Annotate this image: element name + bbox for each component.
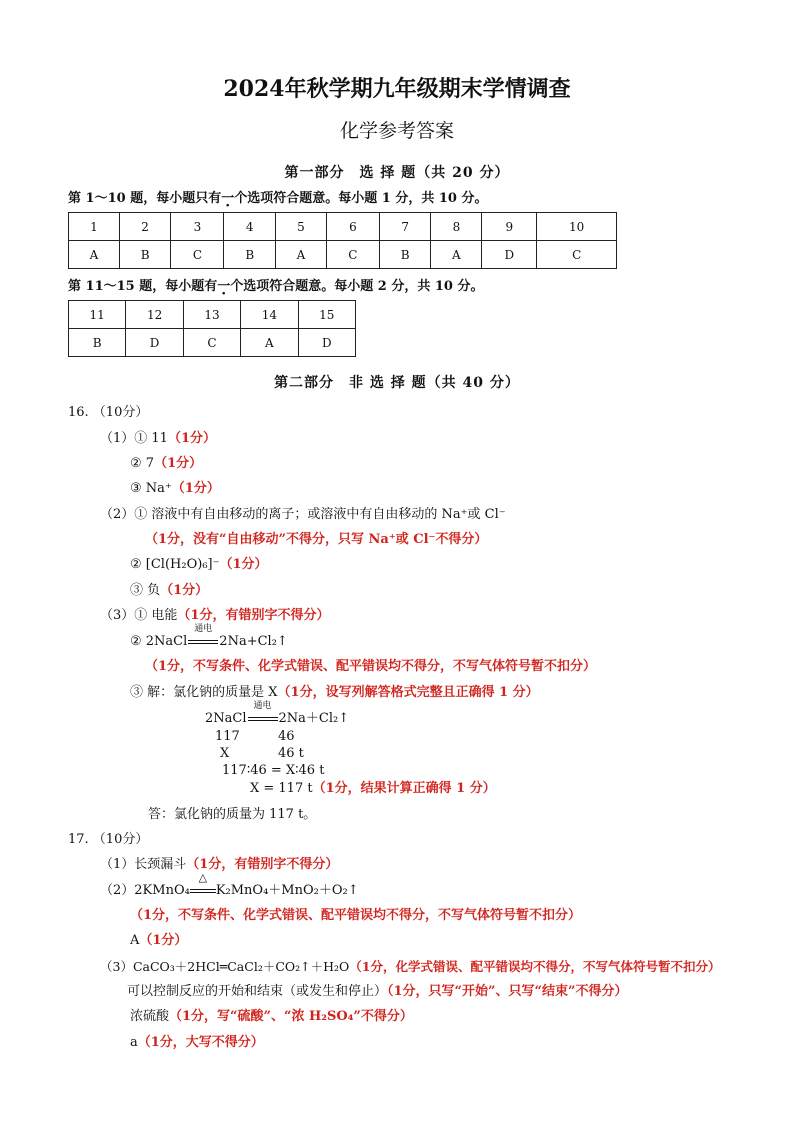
table-cell: C — [171, 241, 224, 269]
table-cell: A — [431, 241, 482, 269]
q16-line-6 — [130, 556, 268, 574]
calc-unknown-b: 46 t — [278, 746, 304, 761]
answer-text: 可以控制反应的开始和结束（或发生和停止） — [127, 984, 388, 999]
score-note: （1分，大写不得分） — [137, 1035, 264, 1050]
condition-label: 通电 — [253, 701, 272, 711]
q17-line-8 — [130, 1034, 264, 1052]
calc-mass-ratio-a: 117 — [215, 729, 240, 744]
answer-text: 浓硫酸 — [130, 1009, 170, 1024]
table-cell: 9 — [482, 213, 537, 241]
emphasis-dot-char: 一 — [221, 191, 235, 206]
table-cell: 11 — [69, 301, 126, 329]
table-cell: 5 — [276, 213, 327, 241]
q16-line-1 — [100, 430, 216, 448]
emphasis-dot-char: 一 — [217, 279, 231, 294]
score-note: （1分，有错别字不得分） — [186, 857, 339, 872]
score-note: （1分，有错别字不得分） — [177, 608, 330, 623]
table-cell: B — [224, 241, 276, 269]
table-cell: 12 — [126, 301, 183, 329]
table-row-numbers — [69, 301, 356, 329]
table-cell: 4 — [224, 213, 276, 241]
table-cell: 2 — [119, 213, 171, 241]
table-cell: 10 — [537, 213, 617, 241]
table-cell: B — [119, 241, 171, 269]
calc-unknown-a: X — [220, 746, 230, 761]
double-line-sign — [190, 889, 216, 893]
table-cell: A — [69, 241, 120, 269]
answer-text: ② [Cl(H₂O)₆]⁻ — [130, 557, 220, 572]
condition-label: 通电 — [194, 624, 213, 634]
answer-text: ③ Na⁺ — [130, 481, 172, 496]
q16-line-11 — [130, 684, 539, 702]
score-note: （1分） — [160, 583, 209, 598]
equation-reactant: 2NaCl — [205, 711, 247, 726]
q16-equation-1 — [130, 624, 288, 651]
table-cell: D — [126, 329, 183, 357]
calc-result — [250, 780, 496, 798]
table-cell: B — [379, 241, 431, 269]
answer-table-1 — [68, 212, 617, 269]
q17-score-note-2: （1分，不写条件、化学式错误、配平错误均不得分，不写气体符号暂不扣分） — [130, 908, 582, 923]
table-cell: 8 — [431, 213, 482, 241]
q16-line-7 — [130, 582, 208, 600]
equation-reactant: （2）2KMnO₄ — [100, 883, 190, 898]
page-title: 2024年秋学期九年级期末学情调查 — [223, 76, 571, 102]
answer-text: （1）① 11 — [100, 431, 168, 446]
answer-text: X = 117 t — [250, 781, 313, 796]
table-cell: 14 — [241, 301, 298, 329]
table-row-numbers — [69, 213, 617, 241]
answer-text: （1）长颈漏斗 — [100, 857, 187, 872]
table-cell: A — [241, 329, 298, 357]
q17-line-4 — [130, 932, 187, 950]
part2-heading: 第二部分 非 选 择 题（共 40 分） — [274, 375, 520, 391]
part1-instruction-1 — [68, 187, 487, 206]
table-cell: D — [298, 329, 355, 357]
answer-table-2 — [68, 300, 356, 357]
table-cell: C — [326, 241, 379, 269]
q16-score-note-3: （1分，不写条件、化学式错误、配平错误均不得分，不写气体符号暂不扣分） — [145, 659, 597, 674]
table-cell: C — [537, 241, 617, 269]
score-note: （1分，化学式错误、配平错误均不得分，不写气体符号暂不扣分） — [349, 959, 721, 974]
score-note: （1分） — [167, 431, 216, 446]
score-note: （1分） — [154, 456, 203, 471]
table-cell: 1 — [69, 213, 120, 241]
table-cell: 6 — [326, 213, 379, 241]
heat-condition — [190, 871, 216, 900]
q17-line-5 — [100, 958, 720, 976]
q16-score-note-2: （1分，没有“自由移动”不得分，只写 Na⁺或 Cl⁻不得分） — [145, 532, 488, 547]
instruction-text: 个选项符合题意。每小题 1 分，共 10 分。 — [234, 191, 488, 206]
part1-instruction-2 — [68, 275, 484, 294]
part1-heading: 第一部分 选 择 题（共 20 分） — [284, 165, 510, 181]
instruction-text: 第 11～15 题，每小题有 — [68, 279, 218, 294]
answer-text: ③ 负 — [130, 583, 161, 598]
score-note: （1分） — [171, 481, 220, 496]
equation-reactant: ② 2NaCl — [130, 634, 188, 649]
q17-line-6 — [127, 983, 627, 1001]
answer-text: ③ 解：氯化钠的质量是 X — [130, 685, 278, 700]
instruction-text: 个选项符合题意。每小题 2 分，共 10 分。 — [230, 279, 484, 294]
answer-text: （3）CaCO₃＋2HCl═CaCl₂＋CO₂↑＋H₂O — [100, 959, 350, 974]
table-cell: 3 — [171, 213, 224, 241]
calc-equation — [205, 701, 350, 728]
table-row-answers — [69, 241, 617, 269]
instruction-text: 第 1～10 题，每小题只有 — [68, 191, 222, 206]
answer-text: a — [130, 1035, 138, 1050]
q16-line-3 — [130, 480, 220, 498]
q17-line-7 — [130, 1008, 413, 1026]
q16-line-2 — [130, 455, 202, 473]
q16-heading: 16. （10分） — [68, 405, 149, 420]
answer-text: ② 7 — [130, 456, 155, 471]
equation-product: K₂MnO₄＋MnO₂＋O₂↑ — [215, 883, 359, 898]
q17-line-1 — [100, 856, 338, 874]
equation-product: 2Na+Cl₂↑ — [219, 634, 288, 649]
score-note: （1分，结果计算正确得 1 分） — [312, 781, 496, 796]
table-cell: 7 — [379, 213, 431, 241]
table-cell: B — [69, 329, 126, 357]
score-note: （1分） — [219, 557, 268, 572]
equation-product: 2Na＋Cl₂↑ — [278, 711, 350, 726]
answer-text: A — [130, 933, 140, 948]
reaction-condition — [247, 701, 279, 728]
table-cell: 15 — [298, 301, 355, 329]
calc-proportion: 117∶46 = X∶46 t — [222, 763, 325, 778]
q17-heading: 17. （10分） — [68, 832, 149, 847]
table-cell: 13 — [183, 301, 240, 329]
score-note: （1分，只写“开始”、只写“结束”不得分） — [387, 984, 628, 999]
calc-mass-ratio-b: 46 — [278, 729, 295, 744]
page-subtitle: 化学参考答案 — [339, 120, 454, 142]
table-cell: C — [183, 329, 240, 357]
double-line-sign — [248, 717, 278, 721]
table-row-answers — [69, 329, 356, 357]
q16-line-4: （2）① 溶液中有自由移动的离子；或溶液中有自由移动的 Na⁺或 Cl⁻ — [100, 507, 506, 522]
q17-equation — [100, 871, 359, 900]
table-cell: D — [482, 241, 537, 269]
reaction-condition — [187, 624, 219, 651]
heat-triangle-icon: △ — [198, 871, 208, 884]
double-line-sign — [188, 640, 218, 644]
calc-answer: 答：氯化钠的质量为 117 t。 — [148, 807, 317, 822]
score-note: （1分，写“硫酸”、“浓 H₂SO₄”不得分） — [169, 1009, 413, 1024]
table-cell: A — [276, 241, 327, 269]
score-note: （1分） — [139, 933, 188, 948]
score-note: （1分，设写列解答格式完整且正确得 1 分） — [277, 685, 539, 700]
answer-text: （3）① 电能 — [100, 608, 178, 623]
